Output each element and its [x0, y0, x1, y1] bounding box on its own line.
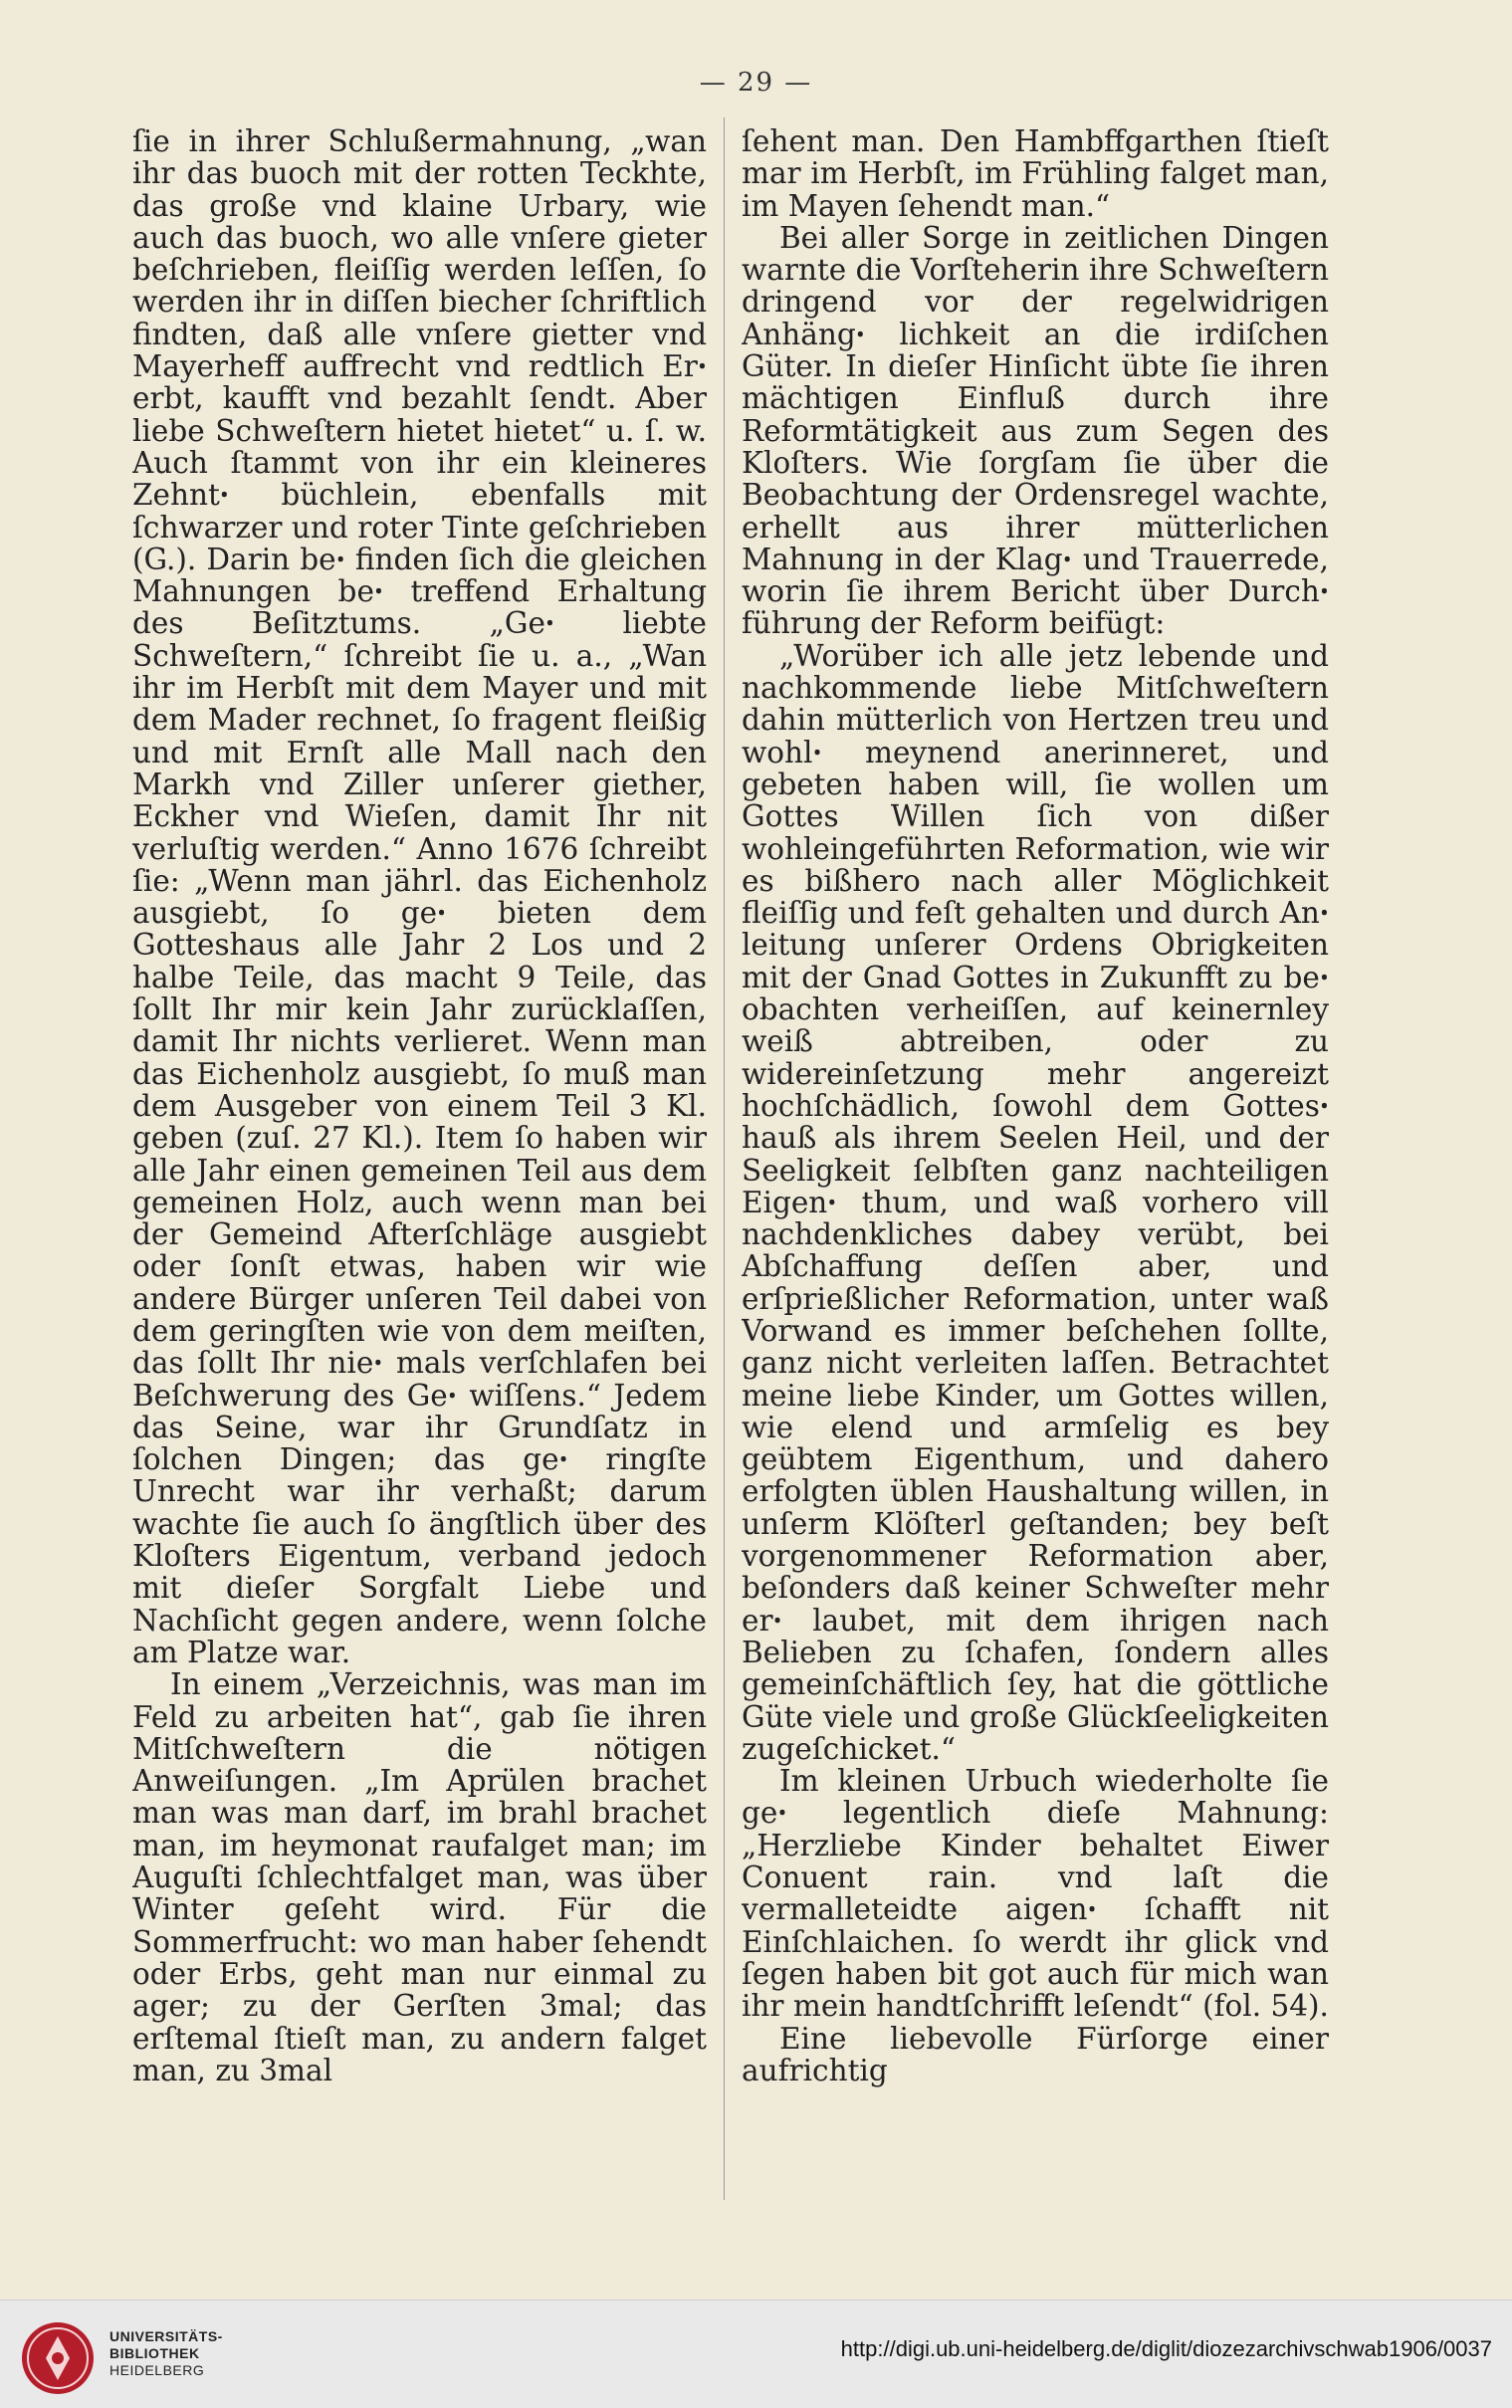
university-seal-icon	[18, 2318, 98, 2398]
paragraph: ſehent man. Den Hambffgarthen ſtieſt mar im Herbſt, im Frühling falget man, im Mayen ſehendt man.“	[742, 125, 1329, 223]
paragraph: Eine liebevolle Fürſorge einer aufrichtig	[742, 2021, 1329, 2087]
right-column	[742, 125, 1329, 2196]
digitization-footer	[0, 2299, 1512, 2408]
left-column	[132, 125, 707, 2196]
column-divider	[724, 117, 725, 2200]
institution-line: BIBLIOTHEK	[109, 2345, 200, 2361]
paragraph: In einem „Verzeichnis, was man im Feld zu arbeiten hat“, gab ſie ihren Mitſchweſtern die nötigen Anweiſungen. „Im Aprülen brachet man was man darf, im brahl brachet man, im heymonat raufalget man; im Auguſti ſchlechtfalget man, was über Winter geſeht wird. Für die Sommerfrucht: wo man haber ſehendt oder Erbs, geht man nur einmal zu ager; zu der Gerſten 3mal; das erſtemal ſtieſt man, zu andern falget man, zu 3mal	[132, 1667, 707, 2087]
institution-name	[109, 2328, 223, 2379]
paragraph: ſie in ihrer Schlußermahnung, „wan ihr das buoch mit der rotten Teckhte, das große vnd klaine Urbary, wie auch das buoch, wo alle vnſere gieter beſchrieben, fleiſſig werden leſſen, ſo werden ihr in diſſen biecher ſchriftlich findten, daß alle vnſere gietter vnd Mayerheff auffrecht vnd redtlich Erꞏ erbt, kaufft vnd bezahlt ſendt. Aber liebe Schweſtern hietet hietet“ u. ſ. w. Auch ſtammt von ihr ein kleineres Zehntꞏ büchlein, ebenfalls mit ſchwarzer und roter Tinte geſchrieben (G.). Darin beꞏ finden ſich die gleichen Mahnungen beꞏ treffend Erhaltung des Beſitztums. „Geꞏ liebte Schweſtern,“ ſchreibt ſie u. a., „Wan ihr im Herbſt mit dem Mayer und mit dem Mader rechnet, ſo fragent fleißig und mit Ernſt alle Mall nach den Markh vnd Ziller unſerer giether, Eckher vnd Wieſen, damit Ihr nit verluſtig werden.“ Anno 1676 ſchreibt ſie: „Wenn man jährl. das Eichenholz ausgiebt, ſo geꞏ bieten dem Gotteshaus alle Jahr 2 Los und 2 halbe Teile, das macht 9 Teile, das ſollt Ihr mir kein Jahr zurücklaſſen, damit Ihr nichts verlieret. Wenn man das Eichenholz ausgiebt, ſo muß man dem Ausgeber von einem Teil 3 Kl. geben (zuſ. 27 Kl.). Item ſo haben wir alle Jahr einen gemeinen Teil aus dem gemeinen Holz, auch wenn man bei der Gemeind Afterſchläge ausgiebt oder ſonſt etwas, haben wir wie andere Bürger unſeren Teil dabei von dem geringſten wie von dem meiſten, das ſollt Ihr nieꞏ mals verſchlafen bei Beſchwerung des Geꞏ wiſſens.“ Jedem das Seine, war ihr Grundſatz in ſolchen Dingen; das geꞏ ringſte Unrecht war ihr verhaßt; darum wachte ſie auch ſo ängſtlich über des Kloſters Eigentum, verband jedoch mit dieſer Sorgfalt Liebe und Nachſicht gegen andere, wenn ſolche am Platze war.	[132, 125, 707, 1669]
paragraph: Bei aller Sorge in zeitlichen Dingen warnte die Vorſteherin ihre Schweſtern dringend vor der regelwidrigen Anhängꞏ lichkeit an die irdiſchen Güter. In dieſer Hinſicht übte ſie ihren mächtigen Einfluß durch ihre Reformtätigkeit aus zum Segen des Kloſters. Wie ſorgſam ſie über die Beobachtung der Ordensregel wachte, erhellt aus ihrer mütterlichen Mahnung in der Klagꞏ und Trauerrede, worin ſie ihrem Bericht über Durchꞏ führung der Reform beifügt:	[742, 220, 1329, 641]
institution-line: HEIDELBERG	[109, 2362, 205, 2378]
paragraph: Im kleinen Urbuch wiederholte ſie geꞏ legentlich dieſe Mahnung: „Herzliebe Kinder behaltet Eiwer Conuent rain. vnd laſt die vermalleteidte aigenꞏ ſchafft nit Einſchlaichen. ſo werdt ihr glick vnd ſegen haben bit got auch für mich wan ihr mein handtſchrifft leſendt“ (fol. 54).	[742, 1764, 1329, 2024]
paragraph: „Worüber ich alle jetz lebende und nachkommende liebe Mitſchweſtern dahin mütterlich von Hertzen treu und wohlꞏ meynend anerinneret, und gebeten haben will, ſie wollen um Gottes Willen ſich von dißer wohleingeführten Reformation, wie wir es bißhero nach aller Möglichkeit fleiſſig und feſt gehalten und durch Anꞏ leitung unſerer Ordens Obrigkeiten mit der Gnad Gottes in Zukunfft zu beꞏ obachten verheiſſen, auf keinernley weiß abtreiben, oder zu widereinſetzung mehr angereizt hochſchädlich, ſowohl dem Gottesꞏ hauß als ihrem Seelen Heil, und der Seeligkeit ſelbſten ganz nachteiligen Eigenꞏ thum, und waß vorhero vill nachdenkliches dabey verübt, bei Abſchaffung deſſen aber, und erſprießlicher Reformation, unter waß Vorwand es immer beſchehen ſollte, ganz nicht verleiten laſſen. Betrachtet meine liebe Kinder, um Gottes willen, wie elend und armſelig es bey geübtem Eigenthum, und dahero erfolgten üblen Haushaltung willen, in unſerm Klöſterl geſtanden; bey beſt vorgenommener Reformation aber, beſonders daß keiner Schweſter mehr erꞏ laubet, mit dem ihrigen nach Belieben zu ſchafen, ſondern alles gemeinſchäftlich ſey, hat die göttliche Güte viele und große Glückſeeligkeiten zugeſchicket.“	[742, 638, 1329, 1766]
institution-line: UNIVERSITÄTS-	[109, 2328, 223, 2344]
permalink-url[interactable]: http://digi.ub.uni-heidelberg.de/diglit/diozezarchivschwab1906/0037	[840, 2336, 1492, 2361]
page-number: — 29 —	[699, 68, 813, 98]
